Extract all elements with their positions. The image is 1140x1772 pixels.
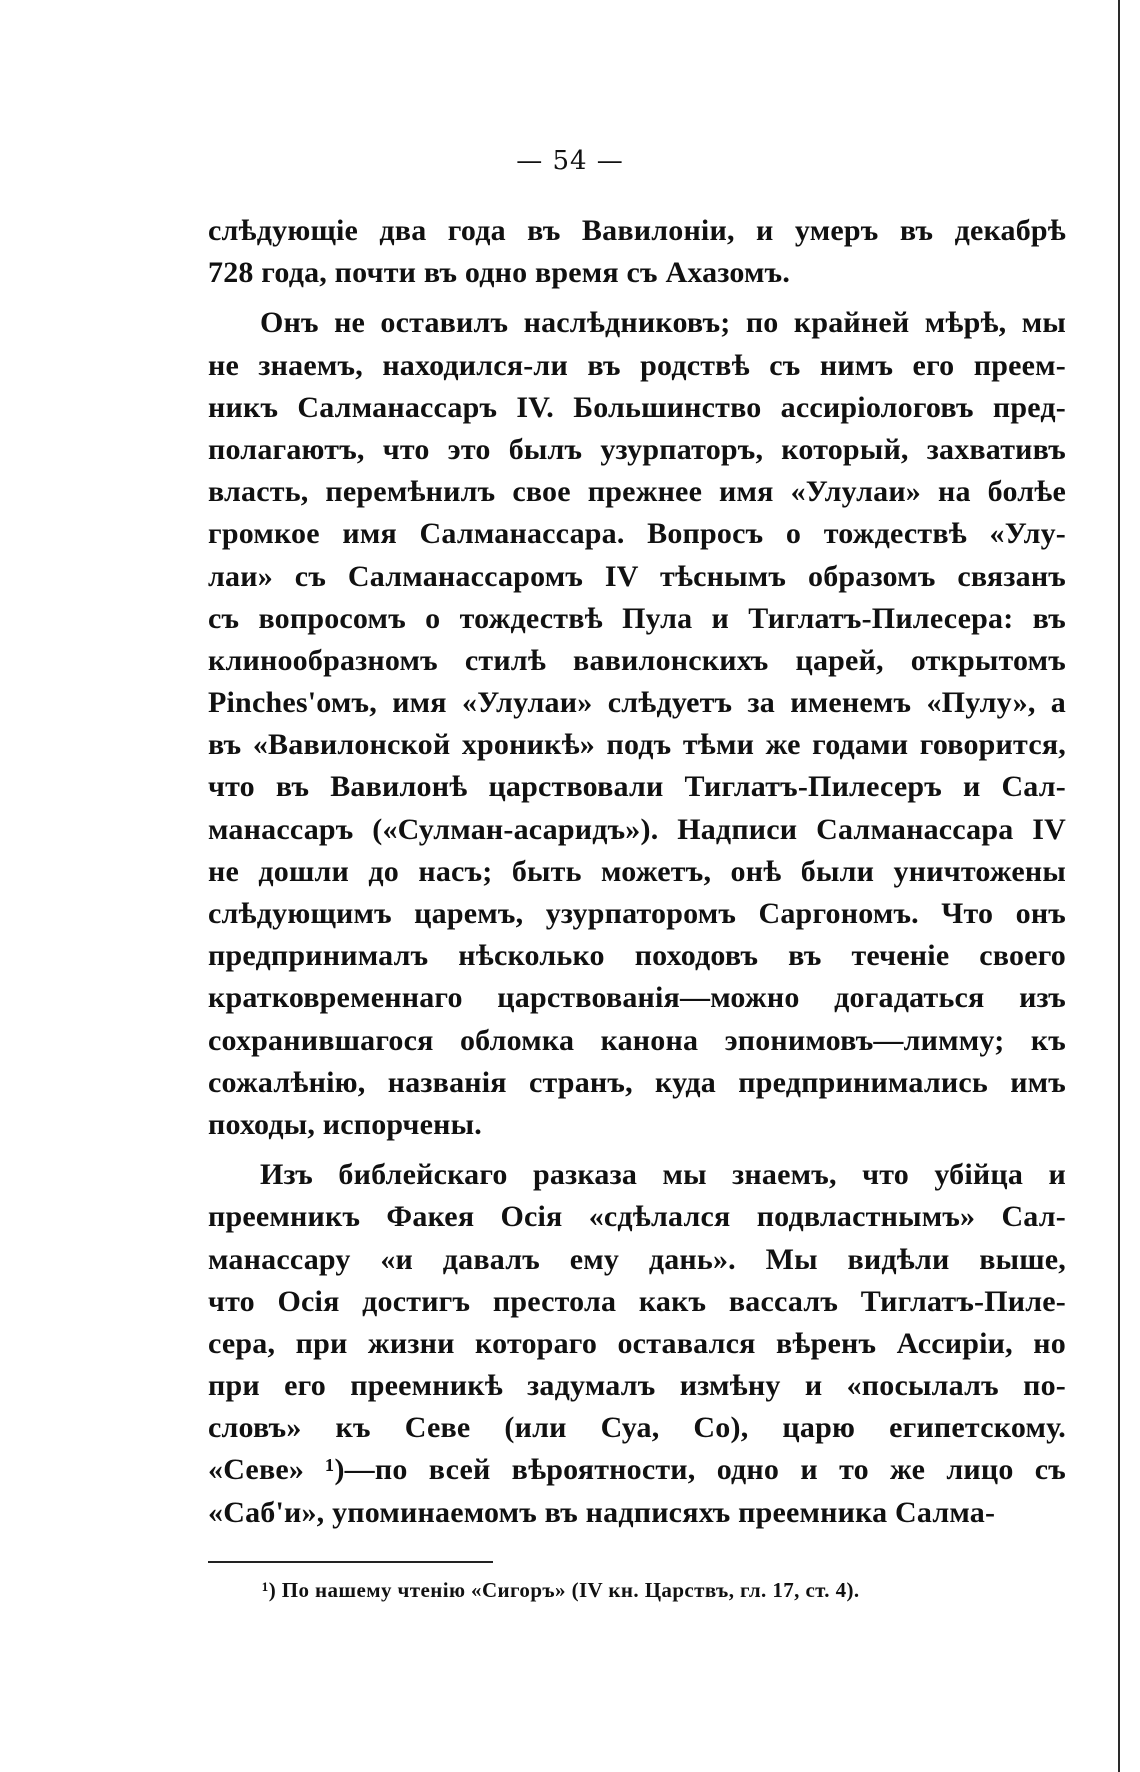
text-line: слѣдующимъ царемъ, узурпаторомъ Саргономъ. Что онъ bbox=[208, 897, 1066, 930]
text-line: не дошли до насъ; быть можетъ, онѣ были уничтожены bbox=[208, 854, 1066, 888]
text-line: сожалѣнію, названія странъ, куда предпринимались имъ bbox=[208, 1065, 1066, 1099]
text-line: манассаръ («Сулман-асаридъ»). Надписи Салманассара IV bbox=[208, 812, 1066, 846]
page-edge-line bbox=[1118, 0, 1120, 1772]
text-line: что въ Вавилонѣ царствовали Тиглатъ-Пилесеръ и Сал- bbox=[208, 770, 1066, 804]
text-line: манассару «и давалъ ему дань». Мы видѣли выше, bbox=[208, 1242, 1066, 1276]
text-line: походы, испорчены. bbox=[208, 1107, 482, 1141]
paragraph bbox=[208, 302, 1066, 1146]
footnote: ¹) По нашему чтенію «Сигоръ» (IV кн. Царствъ, гл. 17, ст. 4). bbox=[262, 1578, 860, 1602]
paragraph bbox=[208, 1154, 1066, 1534]
text-line: словъ» къ Севе (или Суа, Со), царю египетскому. bbox=[208, 1411, 1066, 1445]
text-line: никъ Салманассаръ IV. Большинство ассиріологовъ пред- bbox=[208, 390, 1066, 424]
text-line: власть, перемѣнилъ свое прежнее имя «Улулаи» на болѣе bbox=[208, 475, 1066, 509]
text-line: что Осія достигъ престола какъ вассалъ Тиглатъ-Пиле- bbox=[208, 1284, 1066, 1318]
text-line: 728 года, почти въ одно время съ Ахазомъ. bbox=[208, 256, 791, 290]
text-line: кратковременнаго царствованія—можно догадаться изъ bbox=[208, 981, 1066, 1015]
paragraph bbox=[208, 210, 1066, 294]
text-line: лаи» съ Салманассаромъ IV тѣснымъ образомъ связанъ bbox=[208, 559, 1066, 593]
footnote-separator bbox=[208, 1561, 493, 1563]
text-line: «Севе» ¹)—по всей вѣроятности, одно и то же лицо съ bbox=[208, 1453, 1066, 1487]
text-line: не знаемъ, находился-ли въ родствѣ съ нимъ его преем- bbox=[208, 348, 1066, 382]
paragraph-gap bbox=[208, 294, 1066, 302]
text-line: Онъ не оставилъ наслѣдниковъ; по крайней мѣрѣ, мы bbox=[260, 306, 1066, 340]
page-number: — 54 — bbox=[516, 146, 624, 176]
text-line: при его преемникѣ задумалъ измѣну и «посылалъ по- bbox=[208, 1369, 1066, 1403]
text-line: полагаютъ, что это былъ узурпаторъ, который, захвативъ bbox=[208, 432, 1066, 466]
text-line: сера, при жизни котораго оставался вѣренъ Ассиріи, но bbox=[208, 1326, 1066, 1360]
text-line: Изъ библейскаго разказа мы знаемъ, что убійца и bbox=[260, 1158, 1066, 1192]
text-line: въ «Вавилонской хроникѣ» подъ тѣми же годами говорится, bbox=[208, 728, 1066, 762]
text-line: съ вопросомъ о тождествѣ Пула и Тиглатъ-Пилесера: въ bbox=[208, 601, 1066, 635]
text-line: клинообразномъ стилѣ вавилонскихъ царей, открытомъ bbox=[208, 643, 1066, 677]
text-line: «Саб'и», упоминаемомъ въ надписяхъ преемника Салма- bbox=[208, 1495, 996, 1529]
body-text bbox=[208, 210, 1066, 1534]
text-line: слѣдующіе два года въ Вавилоніи, и умеръ въ декабрѣ bbox=[208, 214, 1066, 247]
text-line: преемникъ Факея Осія «сдѣлался подвластнымъ» Сал- bbox=[208, 1200, 1066, 1234]
text-line: Pinches'омъ, имя «Улулаи» слѣдуетъ за именемъ «Пулу», а bbox=[208, 686, 1066, 720]
text-line: громкое имя Салманассара. Вопросъ о тождествѣ «Улу- bbox=[208, 517, 1066, 551]
paragraph-gap bbox=[208, 1146, 1066, 1154]
text-line: предпринималъ нѣсколько походовъ въ теченіе своего bbox=[208, 939, 1066, 973]
text-line: сохранившагося обломка канона эпонимовъ—лимму; къ bbox=[208, 1023, 1066, 1057]
